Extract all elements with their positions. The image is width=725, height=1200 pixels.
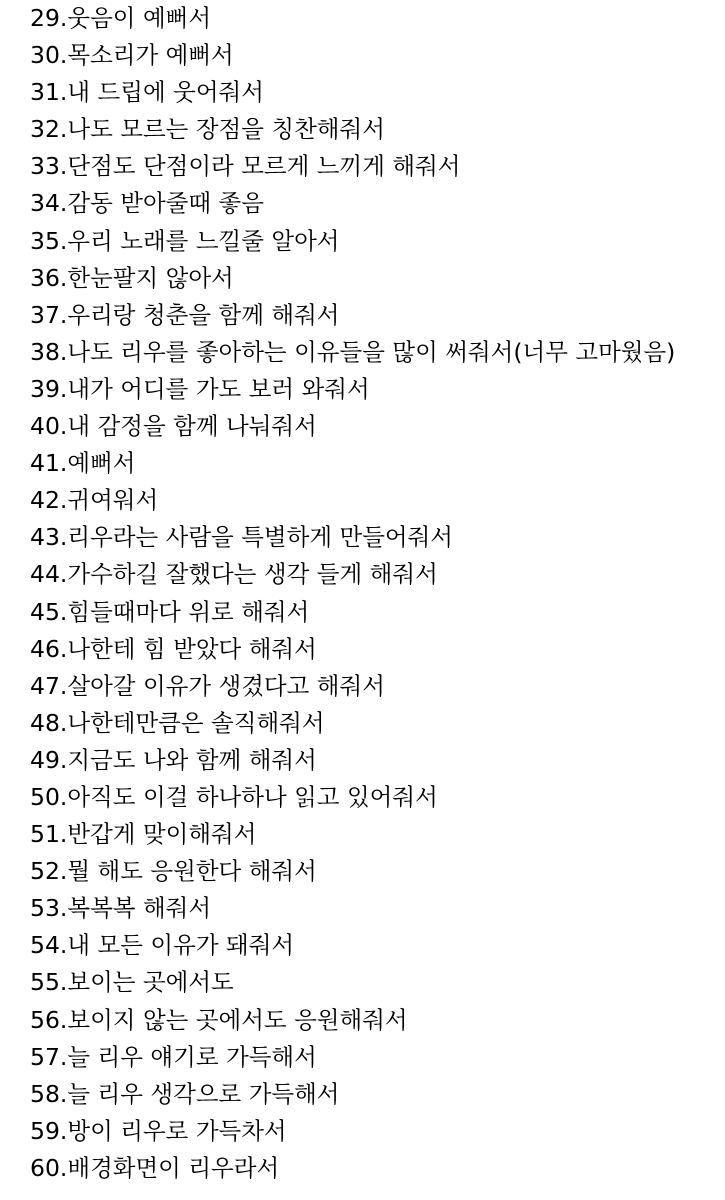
list-item: 34.감동 받아줄때 좋음 xyxy=(30,189,264,218)
list-item: 37.우리랑 청춘을 함께 해줘서 xyxy=(30,300,340,329)
list-item: 36.한눈팔지 않아서 xyxy=(30,263,234,292)
list-item: 54.내 모든 이유가 돼줘서 xyxy=(30,931,295,960)
list-item: 60.배경화면이 리우라서 xyxy=(30,1153,280,1182)
list-item: 50.아직도 이걸 하나하나 읽고 있어줘서 xyxy=(30,782,438,811)
list-item: 52.뭘 해도 응원한다 해줘서 xyxy=(30,857,317,886)
list-item: 58.늘 리우 생각으로 가득해서 xyxy=(30,1079,340,1108)
list-item: 48.나한테만큼은 솔직해줘서 xyxy=(30,708,325,737)
list-item: 51.반갑게 맞이해줘서 xyxy=(30,820,257,849)
list-item: 29.웃음이 예뻐서 xyxy=(30,4,212,32)
reasons-list xyxy=(30,0,675,1187)
list-item: 39.내가 어디를 가도 보러 와줘서 xyxy=(30,374,370,403)
list-item: 43.리우라는 사람을 특별하게 만들어줘서 xyxy=(30,523,453,552)
list-item: 40.내 감정을 함께 나눠줘서 xyxy=(30,412,317,441)
list-item: 57.늘 리우 얘기로 가득해서 xyxy=(30,1042,317,1071)
list-item: 41.예뻐서 xyxy=(30,449,136,478)
list-item: 32.나도 모르는 장점을 칭찬해줘서 xyxy=(30,115,385,144)
list-item: 33.단점도 단점이라 모르게 느끼게 해줘서 xyxy=(30,152,461,181)
list-item: 35.우리 노래를 느낄줄 알아서 xyxy=(30,226,340,255)
list-item: 59.방이 리우로 가득차서 xyxy=(30,1116,287,1145)
list-item: 47.살아갈 이유가 생겼다고 해줘서 xyxy=(30,671,385,700)
list-item: 42.귀여워서 xyxy=(30,486,159,515)
list-item: 44.가수하길 잘했다는 생각 들게 해줘서 xyxy=(30,560,438,589)
list-item: 38.나도 리우를 좋아하는 이유들을 많이 써줘서(너무 고마웠음) xyxy=(30,337,676,366)
list-item: 55.보이는 곳에서도 xyxy=(30,968,234,997)
list-item: 45.힘들때마다 위로 해줘서 xyxy=(30,597,310,626)
list-item: 30.목소리가 예뻐서 xyxy=(30,41,234,70)
list-item: 49.지금도 나와 함께 해줘서 xyxy=(30,745,317,774)
list-item: 31.내 드립에 웃어줘서 xyxy=(30,78,264,107)
list-item: 56.보이지 않는 곳에서도 응원해줘서 xyxy=(30,1005,408,1034)
list-item: 46.나한테 힘 받았다 해줘서 xyxy=(30,634,317,663)
list-item: 53.복복복 해줘서 xyxy=(30,894,212,923)
